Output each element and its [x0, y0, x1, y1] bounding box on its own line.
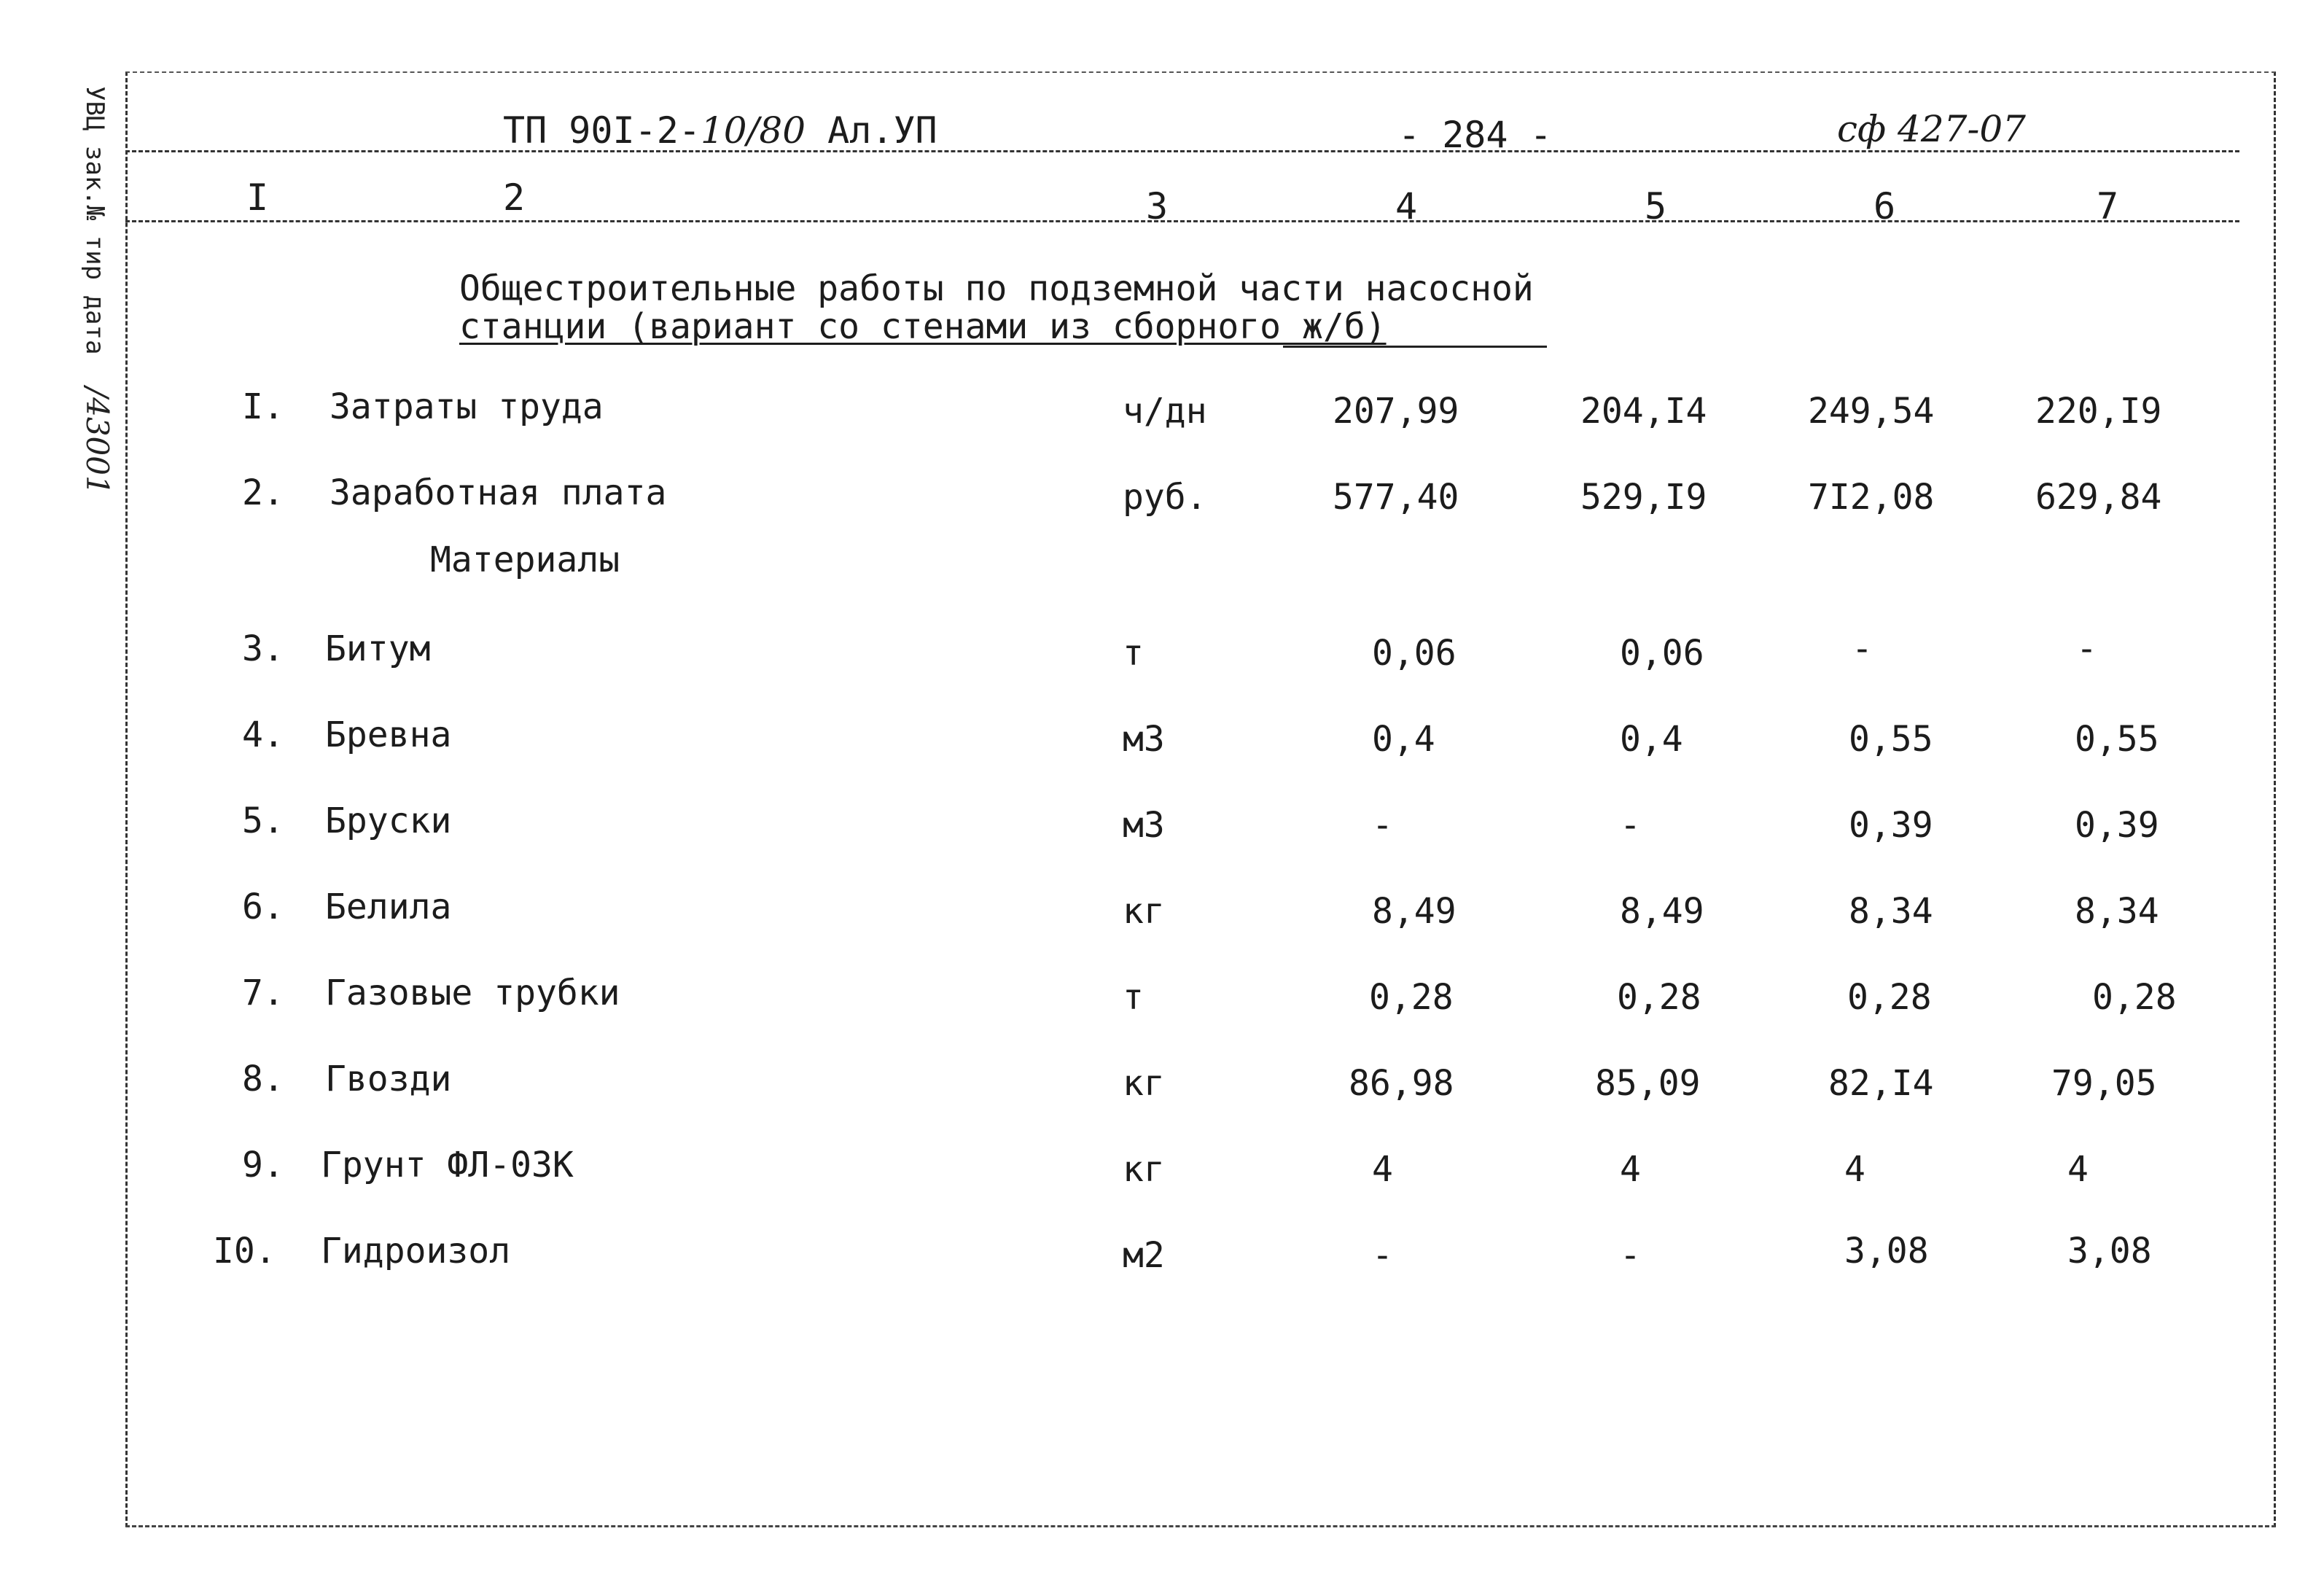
row-value-col7: 79,05	[2051, 1063, 2157, 1104]
row-value-col6: 7I2,08	[1808, 477, 1935, 518]
row-number: I.	[242, 386, 284, 427]
row-value-col4: 0,06	[1372, 633, 1457, 674]
sheet-code-handwritten: сф 427-07	[1837, 108, 2026, 150]
row-name: Гвозди	[325, 1059, 452, 1099]
row-value-col4: 577,40	[1333, 477, 1459, 518]
row-name: Битум	[325, 628, 431, 669]
row-number: 2.	[242, 472, 284, 513]
row-unit: м3	[1123, 805, 1165, 846]
row-unit: м3	[1123, 719, 1165, 760]
row-name: Грунт ФЛ-03К	[321, 1145, 574, 1185]
row-value-col4: 0,4	[1372, 719, 1435, 760]
row-value-col4: 207,99	[1333, 391, 1459, 432]
row-value-col6: 0,55	[1849, 719, 1933, 760]
row-value-col4: -	[1372, 1235, 1393, 1276]
document-code-suffix: Ал.УП	[806, 109, 937, 152]
row-value-col6: -	[1852, 628, 1873, 669]
section-title-underline	[1283, 346, 1547, 348]
section-title	[459, 270, 1534, 346]
margin-stamp-printed: УВЦ зак.№ тир дата	[80, 86, 109, 355]
row-number: 3.	[242, 628, 284, 669]
row-number: 4.	[242, 714, 284, 755]
document-code	[503, 109, 937, 152]
row-value-col7: 3,08	[2067, 1231, 2152, 1271]
row-value-col5: 0,28	[1617, 977, 1701, 1018]
row-value-col7: 8,34	[2075, 891, 2159, 932]
row-unit: м2	[1123, 1235, 1165, 1276]
column-header-7: 7	[2097, 185, 2119, 227]
column-header-5: 5	[1645, 185, 1667, 227]
document-code-prefix: ТП 90I-2-	[503, 109, 701, 152]
row-value-col6: 249,54	[1808, 391, 1935, 432]
row-value-col6: 4	[1844, 1149, 1865, 1190]
row-value-col7: 0,39	[2075, 805, 2159, 846]
column-header-4: 4	[1395, 185, 1418, 227]
row-value-col7: 220,I9	[2035, 391, 2162, 432]
section-title-line-1: Общестроительные работы по подземной части насосной	[459, 268, 1534, 309]
header-rule	[125, 150, 2239, 152]
row-value-col5: -	[1620, 1235, 1641, 1276]
row-name: Гидроизол	[321, 1231, 511, 1271]
row-number: 7.	[242, 973, 284, 1013]
row-value-col7: 4	[2067, 1149, 2089, 1190]
row-value-col6: 82,I4	[1828, 1063, 1934, 1104]
row-value-col6: 0,28	[1847, 977, 1932, 1018]
page-number: - 284 -	[1398, 114, 1552, 156]
row-number: 9.	[242, 1145, 284, 1185]
row-value-col4: 4	[1372, 1149, 1393, 1190]
column-header-6: 6	[1873, 185, 1896, 227]
row-value-col7: 0,55	[2075, 719, 2159, 760]
row-unit: руб.	[1123, 477, 1207, 518]
row-value-col7: 0,28	[2092, 977, 2177, 1018]
row-number: 5.	[242, 801, 284, 841]
row-value-col7: -	[2076, 628, 2097, 669]
row-value-col6: 8,34	[1849, 891, 1933, 932]
margin-stamp	[64, 86, 115, 611]
subheading-materials: Материалы	[430, 540, 620, 580]
row-name: Бревна	[325, 714, 452, 755]
row-value-col5: 8,49	[1620, 891, 1704, 932]
row-unit: т	[1123, 633, 1144, 674]
row-name: Затраты труда	[330, 386, 604, 427]
row-value-col7: 629,84	[2035, 477, 2162, 518]
document-code-handwritten: 10/80	[700, 109, 806, 152]
row-number: 6.	[242, 887, 284, 927]
row-value-col4: -	[1372, 805, 1393, 846]
row-value-col5: 0,06	[1620, 633, 1704, 674]
section-title-line-2: станции (вариант со стенами из сборного ж/б)	[459, 306, 1387, 347]
row-unit: кг	[1123, 1149, 1165, 1190]
row-name: Бруски	[325, 801, 452, 841]
row-value-col4: 86,98	[1349, 1063, 1454, 1104]
row-value-col5: 204,I4	[1580, 391, 1707, 432]
column-header-3: 3	[1146, 185, 1169, 227]
row-name: Заработная плата	[330, 472, 667, 513]
row-value-col6: 0,39	[1849, 805, 1933, 846]
column-header-rule	[125, 220, 2239, 222]
row-value-col5: -	[1620, 805, 1641, 846]
row-value-col4: 0,28	[1369, 977, 1454, 1018]
row-name: Белила	[325, 887, 452, 927]
row-unit: ч/дн	[1123, 391, 1207, 432]
row-unit: кг	[1123, 891, 1165, 932]
row-value-col4: 8,49	[1372, 891, 1457, 932]
row-value-col5: 529,I9	[1580, 477, 1707, 518]
column-header-2: 2	[503, 176, 526, 219]
row-name: Газовые трубки	[325, 973, 620, 1013]
column-header-1: I	[246, 176, 269, 219]
row-value-col5: 0,4	[1620, 719, 1683, 760]
row-value-col6: 3,08	[1844, 1231, 1929, 1271]
row-unit: кг	[1123, 1063, 1165, 1104]
margin-stamp-handwritten: /43001	[79, 386, 115, 495]
row-value-col5: 4	[1620, 1149, 1641, 1190]
row-value-col5: 85,09	[1595, 1063, 1701, 1104]
row-unit: т	[1123, 977, 1144, 1018]
row-number: I0.	[213, 1231, 276, 1271]
row-number: 8.	[242, 1059, 284, 1099]
